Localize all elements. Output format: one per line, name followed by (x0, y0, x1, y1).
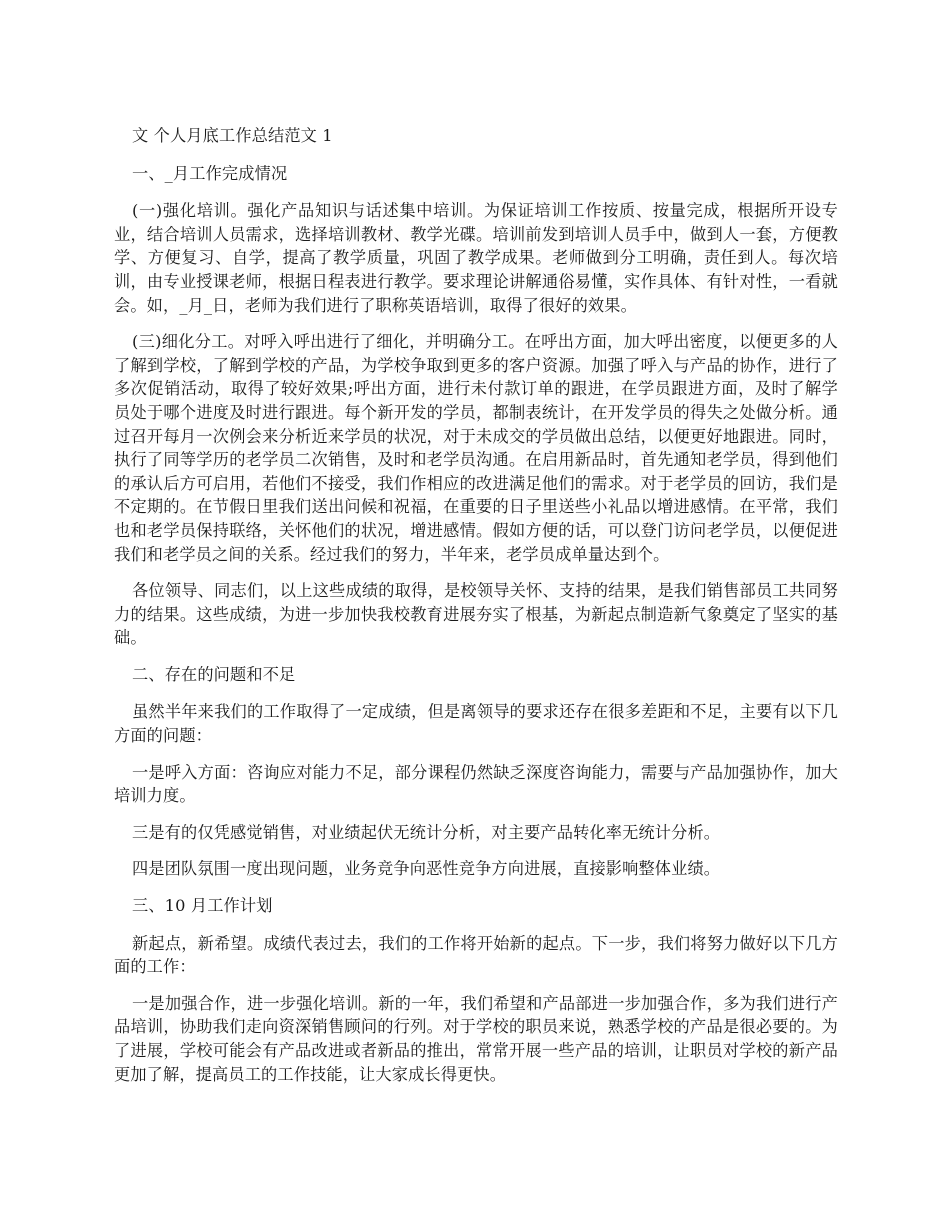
section-heading-3: 三、10 月工作计划 (132, 896, 273, 916)
paragraph-problems-intro: 虽然半年来我们的工作取得了一定成绩，但是离领导的要求还存在很多差距和不足，主要有以下几方面的问题： (114, 702, 838, 746)
document-page (114, 124, 838, 1099)
document-title: 文 个人月底工作总结范文 1 (132, 126, 333, 145)
section-heading-2: 二、存在的问题和不足 (132, 664, 296, 684)
paragraph-plan-1: 一是加强合作，进一步强化培训。新的一年，我们希望和产品部进一步加强合作，多为我们进行产品培训，协助我们走向资深销售顾问的行列。对于学校的职员来说，熟悉学校的产品是很必要的。为了进展，学校可能会有产品改进或者新品的推出，常常开展一些产品的培训，让职员对学校的新产品更加了解，提高员工的工作技能，让大家成长得更快。 (114, 993, 838, 1084)
section-heading-1: 一、_月工作完成情况 (132, 163, 288, 183)
paragraph-training: (一)强化培训。强化产品知识与话述集中培训。为保证培训工作按质、按量完成，根据所开设专业，结合培训人员需求，选择培训教材、教学光碟。培训前发到培训人员手中，做到人一套，方便教学、方便复习、自学，提高了教学质量，巩固了教学成果。老师做到分工明确，责任到人。每次培训，由专业授课老师，根据日程表进行教学。要求理论讲解通俗易懂，实作具体、有针对性，一看就会。如，_月_日，老师为我们进行了职称英语培训，取得了很好的效果。 (114, 201, 838, 315)
paragraph-division-of-work: (三)细化分工。对呼入呼出进行了细化，并明确分工。在呼出方面，加大呼出密度，以便更多的人了解到学校，了解到学校的产品，为学校争取到更多的客户资源。加强了呼入与产品的协作，进行了多次促销活动，取得了较好效果;呼出方面，进行未付款订单的跟进，在学员跟进方面，及时了解学员处于哪个进度及时进行跟进。每个新开发的学员，都制表统计，在开发学员的得失之处做分析。通过召开每月一次例会来分析近来学员的状况，对于未成交的学员做出总结，以便更好地跟进。同时，执行了同等学历的老学员二次销售，及时和老学员沟通。在启用新品时，首先通知老学员，得到他们的承认后方可启用，若他们不接受，我们作相应的改进满足他们的需求。对于老学员的回访，我们是不定期的。在节假日里我们送出问候和祝福，在重要的日子里送些小礼品以增进感情。在平常，我们也和老学员保持联络，关怀他们的状况，增进感情。假如方便的话，可以登门访问老学员，以便促进我们和老学员之间的关系。经过我们的努力，半年来，老学员成单量达到个。 (114, 332, 838, 564)
paragraph-plan-intro: 新起点，新希望。成绩代表过去，我们的工作将开始新的起点。下一步，我们将努力做好以下几方面的工作： (114, 933, 838, 977)
paragraph-problem-1: 一是呼入方面：咨询应对能力不足，部分课程仍然缺乏深度咨询能力，需要与产品加强协作，加大培训力度。 (114, 762, 838, 806)
paragraph-achievements: 各位领导、同志们，以上这些成绩的取得，是校领导关怀、支持的结果，是我们销售部员工共同努力的结果。这些成绩，为进一步加快我校教育进展夯实了根基，为新起点制造新气象奠定了坚实的基础。 (114, 581, 838, 648)
paragraph-problem-4: 四是团队氛围一度出现问题，业务竞争向恶性竞争方向进展，直接影响整体业绩。 (132, 859, 721, 879)
paragraph-problem-3: 三是有的仅凭感觉销售，对业绩起伏无统计分析，对主要产品转化率无统计分析。 (132, 822, 721, 842)
